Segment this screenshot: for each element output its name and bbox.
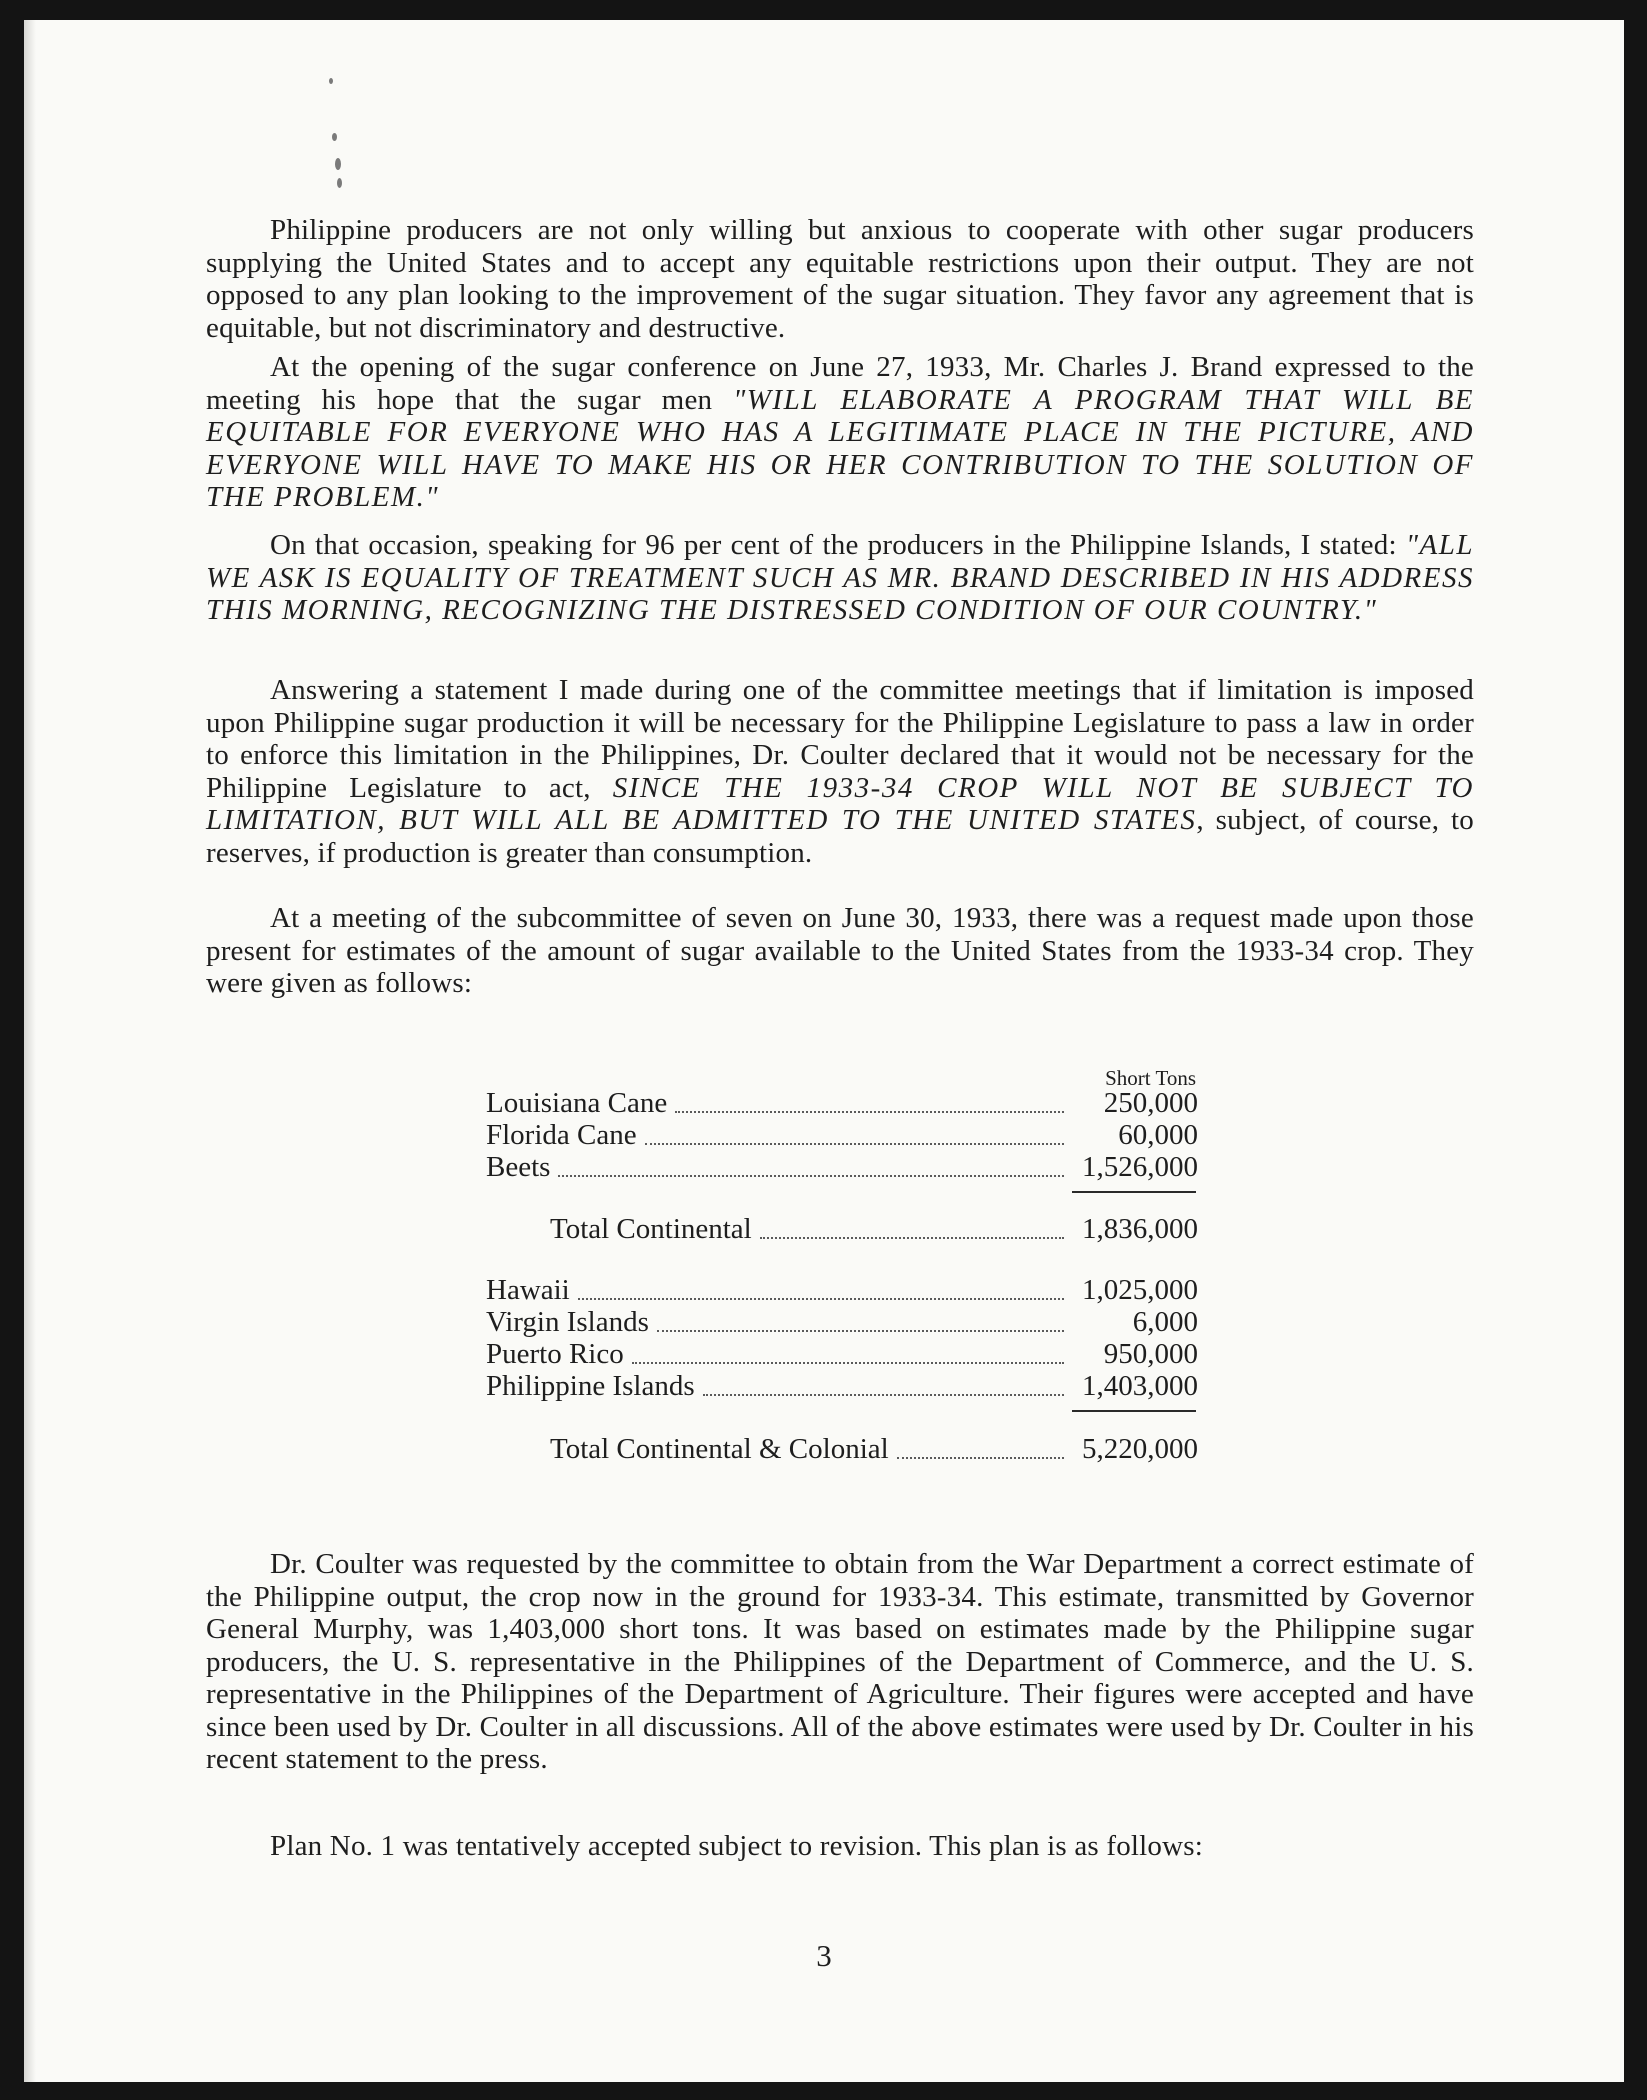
row-value: 1,836,000 bbox=[1082, 1213, 1198, 1245]
paragraph-limitation-tail: , subject, of course, to reserves, if production is greater than consumption. bbox=[206, 804, 1474, 869]
paragraph-limitation-lead: Answering a statement I made during one of the committee meetings that if limitation is imposed upon Philippine sugar production it will be necessary for the Philippine Legislature to pass a law in order to enforce this limitation in the Philippines, Dr. Coulter declared that it would not be necessary for the Philippine Legislature to act, bbox=[206, 674, 1474, 804]
paragraph-cooperation-text: Philippine producers are not only willing but anxious to cooperate with other sugar producers supplying the United States and to accept any equitable restrictions upon their output. They are not opposed to any plan looking to the improvement of the sugar situation. They favor any agreement that is equitable, but not discriminatory and destructive. bbox=[206, 214, 1474, 344]
paragraph-equality-statement-emphasis: "ALL WE ASK IS EQUALITY OF TREATMENT SUCH AS MR. BRAND DESCRIBED IN HIS ADDRESS THIS MORNING, RECOGNIZING THE DISTRESSED CONDITION OF OUR COUNTRY." bbox=[206, 529, 1474, 626]
row-value: 5,220,000 bbox=[1082, 1433, 1198, 1465]
row-value: 6,000 bbox=[1132, 1306, 1198, 1338]
document-page bbox=[24, 20, 1624, 2082]
dotted-leader bbox=[657, 1330, 1064, 1332]
paragraph-limitation bbox=[206, 674, 1474, 869]
row-value: 950,000 bbox=[1103, 1338, 1198, 1370]
row-value: 250,000 bbox=[1103, 1087, 1198, 1119]
paragraph-equality-statement bbox=[206, 529, 1474, 627]
row-label: Beets bbox=[486, 1151, 551, 1183]
table-row bbox=[486, 1371, 1198, 1403]
row-label: Hawaii bbox=[486, 1274, 570, 1306]
row-label: Florida Cane bbox=[486, 1119, 637, 1151]
dotted-leader bbox=[897, 1457, 1064, 1459]
dotted-leader bbox=[675, 1111, 1064, 1113]
scan-speck bbox=[337, 178, 342, 188]
paragraph-cooperation bbox=[206, 214, 1474, 344]
row-label: Total Continental bbox=[550, 1213, 752, 1245]
paragraph-war-department-text: Dr. Coulter was requested by the committee to obtain from the War Department a correct estimate of the Philippine output, the crop now in the ground for 1933-34. This estimate, transmitted by Governor General Murphy, was 1,403,000 short tons. It was based on estimates made by the Philippine sugar producers, the U. S. representative in the Philippines of the Department of Commerce, and the U. S. representative in the Philippines of the Department of Agriculture. Their figures were accepted and have since been used by Dr. Coulter in all discussions. All of the above estimates were used by Dr. Coulter in his recent statement to the press. bbox=[206, 1548, 1474, 1775]
row-label: Total Continental & Colonial bbox=[550, 1433, 889, 1465]
paragraph-brand-quote-lead: At the opening of the sugar conference on June 27, 1933, Mr. Charles J. Brand expressed to the meeting his hope that the sugar men bbox=[206, 351, 1474, 416]
row-value: 1,403,000 bbox=[1082, 1370, 1198, 1402]
row-value: 1,526,000 bbox=[1082, 1151, 1198, 1183]
dotted-leader bbox=[760, 1237, 1064, 1239]
table-row-grand-total bbox=[486, 1434, 1198, 1466]
row-label: Louisiana Cane bbox=[486, 1087, 668, 1119]
table-row bbox=[486, 1120, 1198, 1152]
dotted-leader bbox=[558, 1175, 1064, 1177]
dotted-leader bbox=[578, 1298, 1064, 1300]
table-row bbox=[486, 1339, 1198, 1371]
row-label: Philippine Islands bbox=[486, 1370, 695, 1402]
row-label: Puerto Rico bbox=[486, 1338, 624, 1370]
page-edge-shadow bbox=[24, 20, 36, 2082]
table-row-total bbox=[486, 1214, 1198, 1246]
paragraph-plan-one-text: Plan No. 1 was tentatively accepted subject to revision. This plan is as follows: bbox=[270, 1830, 1204, 1862]
dotted-leader bbox=[645, 1143, 1064, 1145]
paragraph-limitation-emphasis: SINCE THE 1933-34 CROP WILL NOT BE SUBJECT TO LIMITATION, BUT WILL ALL BE ADMITTED TO THE UNITED STATES bbox=[206, 771, 1474, 836]
paragraph-subcommittee bbox=[206, 902, 1474, 1000]
dotted-leader bbox=[632, 1362, 1064, 1364]
paragraph-brand-quote bbox=[206, 351, 1474, 514]
row-value: 60,000 bbox=[1118, 1119, 1198, 1151]
paragraph-brand-quote-emphasis: "WILL ELABORATE A PROGRAM THAT WILL BE EQUITABLE FOR EVERYONE WHO HAS A LEGITIMATE PLACE IN THE PICTURE, AND EVERYONE WILL HAVE TO MAKE HIS OR HER CONTRIBUTION TO THE SOLUTION OF THE PROBLEM." bbox=[206, 383, 1474, 513]
table-row bbox=[486, 1152, 1198, 1184]
scan-speck bbox=[335, 158, 341, 170]
table-row bbox=[486, 1307, 1198, 1339]
row-label: Virgin Islands bbox=[486, 1306, 649, 1338]
scan-speck bbox=[332, 133, 337, 141]
dotted-leader bbox=[703, 1394, 1064, 1396]
subtotal-rule bbox=[1072, 1191, 1196, 1193]
table-column-header: Short Tons bbox=[1105, 1066, 1196, 1090]
page-number: 3 bbox=[816, 1938, 832, 1973]
table-row bbox=[486, 1275, 1198, 1307]
paragraph-subcommittee-text: At a meeting of the subcommittee of seven on June 30, 1933, there was a request made upon those present for estimates of the amount of sugar available to the United States from the 1933-34 crop. They were given as follows: bbox=[206, 902, 1474, 999]
paragraph-equality-statement-lead: On that occasion, speaking for 96 per cent of the producers in the Philippine Islands, I stated: bbox=[270, 529, 1406, 561]
paragraph-war-department bbox=[206, 1548, 1474, 1776]
scan-speck bbox=[329, 78, 333, 84]
grand-total-rule bbox=[1072, 1410, 1196, 1412]
paragraph-plan-one bbox=[206, 1830, 1474, 1863]
table-row bbox=[486, 1088, 1198, 1120]
row-value: 1,025,000 bbox=[1082, 1274, 1198, 1306]
